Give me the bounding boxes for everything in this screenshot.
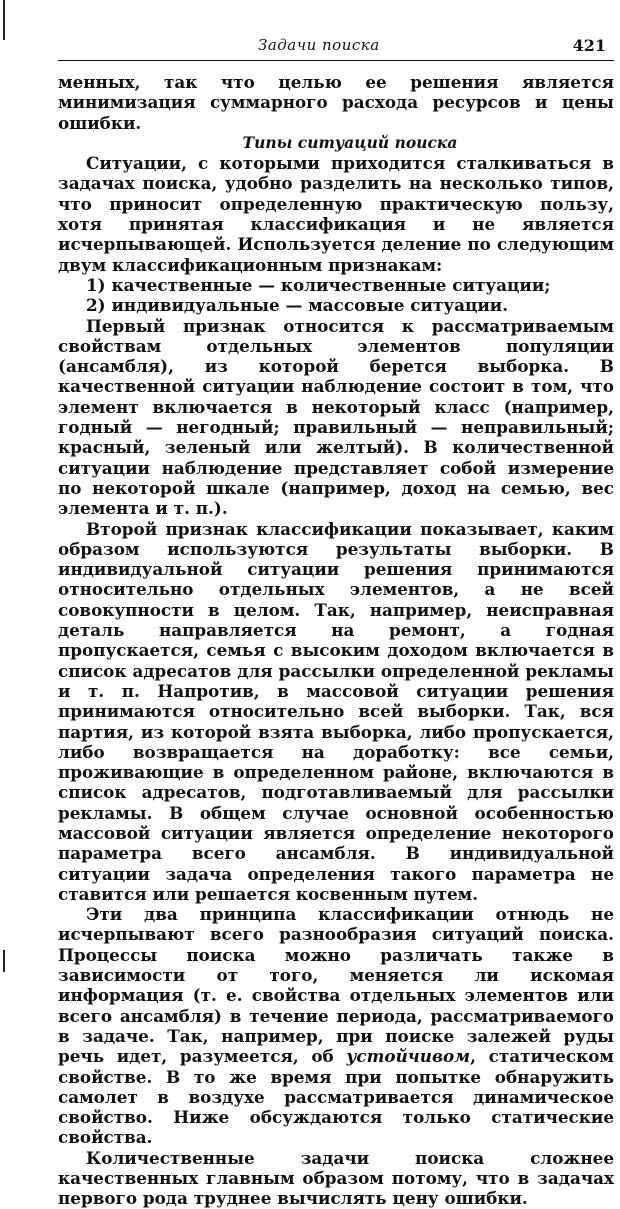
page-edge-mark-bottom <box>3 950 5 972</box>
paragraph-continued: менных, так что целью ее решения является минимизация суммарного расхода ресурсов и цены ошибки. <box>58 72 614 133</box>
paragraph-text-a: Эти два принципа классификации отнюдь не исчерпывают всего разнообразия ситуаций поиска. Процессы поиска можно различать также в зависимости от того, меняется ли искомая информация (т. е. свойства отдельных элементов или всего ансамбля) в течение периода, рассматриваемого в задаче. Так, например, при поиске залежей руды речь идет, разумеется, об <box>58 904 614 1067</box>
running-title: Задачи поиска <box>258 36 380 54</box>
paragraph-other-principles <box>58 904 614 1148</box>
list-item-1: 1) качественные — количественные ситуации; <box>86 274 551 295</box>
running-header <box>58 36 618 58</box>
paragraph-second-criterion: Второй признак классификации показывает, каким образом используются результаты выборки. В индивидуальной ситуации решения принимаются относительно отдельных элементов, а не всей совокупности в целом. Так, например, неисправная деталь направляется на ремонт, а годная пропускается, семья с высоким доходом включается в список адресатов для рассылки определенной рекламы и т. п. Напротив, в массовой ситуации решения принимаются относительно всей выборки. Так, вся партия, из которой взята выборка, либо пропускается, либо возвращается на доработку: все семьи, проживающие в определенном районе, включаются в список адресатов, подготавливаемый для рассылки рекламы. В общем случае основной особенностью массовой ситуации является определение некоторого параметра всего ансамбля. В индивидуальной ситуации задача определения такого параметра не ставится или решается косвенным путем. <box>58 518 614 904</box>
paragraph-text-b: , статическом свойстве. В то же время при попытке обнаружить самолет в воздухе рассматривается динамическое свойство. Ниже обсуждаются только статические свойства. <box>58 1046 615 1148</box>
paragraph-first-criterion: Первый признак относится к рассматриваемым свойствам отдельных элементов популяции (ансамбля), из которой берется выборка. В качественной ситуации наблюдение состоит в том, что элемент включается в некоторый класс (например, годный — негодный; правильный — неправильный; красный, зеленый или желтый). В количественной ситуации наблюдение представляет собой измерение по некоторой шкале (например, доход на семью, вес элемента и т. п.). <box>58 315 614 519</box>
section-title: Типы ситуаций поиска <box>242 132 458 152</box>
paragraph-intro: Ситуации, с которыми приходится сталкиваться в задачах поиска, удобно разделить на несколько типов, что приносит определенную практическую пользу, хотя принятая классификация и не является исчерпывающей. Используется деление по следующим двум классификационным признакам: <box>58 153 614 275</box>
page-number: 421 <box>572 36 606 55</box>
list-item-2: 2) индивидуальные — массовые ситуации. <box>86 295 509 316</box>
body-text <box>58 72 614 1209</box>
paragraph-quantitative: Количественные задачи поиска сложнее качественных главным образом потому, что в задачах первого рода труднее вычислять цену ошибки. <box>58 1147 614 1209</box>
emphasis-stable: устойчивом <box>346 1046 471 1067</box>
header-rule <box>58 60 614 61</box>
page-edge-mark <box>3 0 5 40</box>
